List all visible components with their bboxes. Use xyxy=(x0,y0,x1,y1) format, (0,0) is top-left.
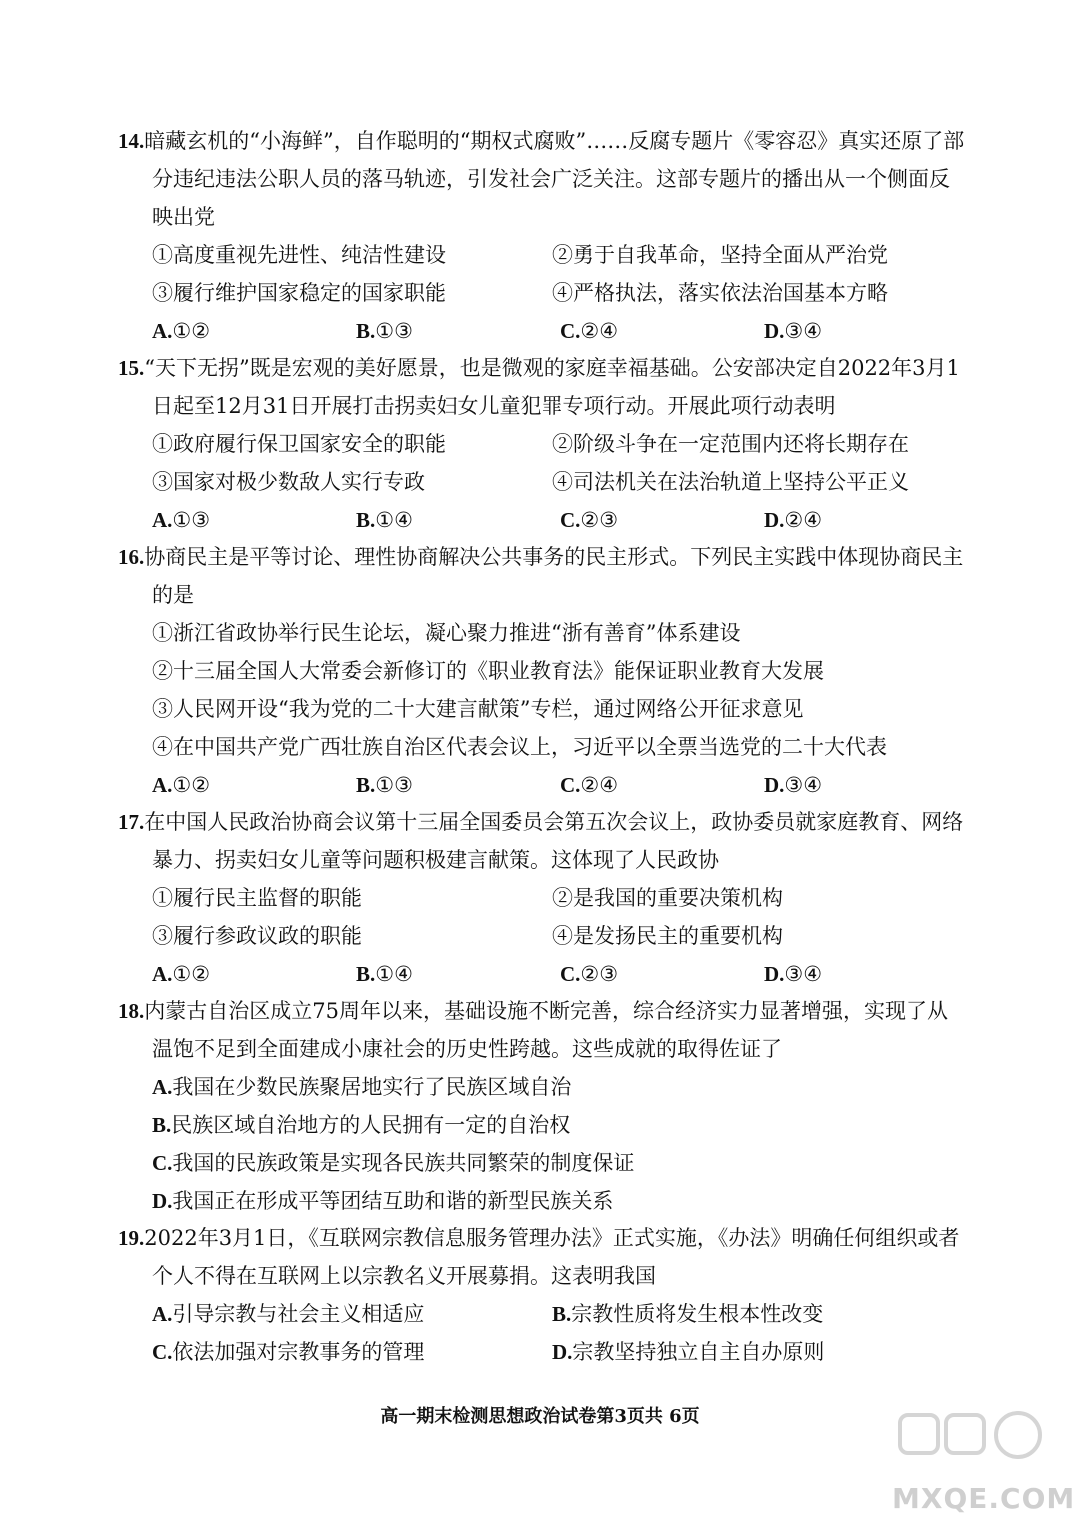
option-list xyxy=(118,766,968,804)
option-text: 我国正在形成平等团结互助和谐的新型民族关系 xyxy=(172,1189,614,1213)
option-label: D. xyxy=(152,1189,173,1213)
option-text: ②④ xyxy=(580,773,619,797)
option-list xyxy=(118,312,968,350)
statement-item: ①浙江省政协举行民生论坛，凝心聚力推进“浙有善育”体系建设 xyxy=(152,621,741,645)
option-b xyxy=(356,766,560,804)
statement-item: ④司法机关在法治轨道上坚持公平正义 xyxy=(552,470,909,494)
statement-item: ④在中国共产党广西壮族自治区代表会议上，习近平以全票当选党的二十大代表 xyxy=(152,735,887,759)
statement-item: ③履行维护国家稳定的国家职能 xyxy=(152,281,446,305)
option-c xyxy=(118,1144,968,1182)
question-number: 19. xyxy=(118,1226,145,1250)
option-b xyxy=(118,1106,968,1144)
option-c xyxy=(560,312,764,350)
statement-item: ②十三届全国人大常委会新修订的《职业教育法》能保证职业教育大发展 xyxy=(152,659,824,683)
option-a xyxy=(152,501,356,539)
option-label: B. xyxy=(356,319,376,343)
option-c xyxy=(560,955,764,993)
option-text: ①④ xyxy=(375,962,413,986)
option-b xyxy=(356,312,560,350)
option-text: ①③ xyxy=(172,508,211,532)
option-label: C. xyxy=(152,1151,173,1175)
statement-item: ③人民网开设“我为党的二十大建言献策”专栏，通过网络公开征求意见 xyxy=(152,697,804,721)
statement-item: ②勇于自我革命，坚持全面从严治党 xyxy=(552,243,888,267)
option-label: B. xyxy=(552,1302,572,1326)
question-number: 15. xyxy=(118,356,145,380)
question-18 xyxy=(118,992,968,1220)
question-text: 暗藏玄机的“小海鲜”，自作聪明的“期权式腐败”……反腐专题片《零容忍》真实还原了部分违纪违法公职人员的落马轨迹，引发社会广泛关注。这部专题片的播出从一个侧面反映出党 xyxy=(144,129,965,229)
option-d xyxy=(552,1333,952,1371)
option-text: ③④ xyxy=(784,319,823,343)
option-label: A. xyxy=(152,1302,173,1326)
option-label: B. xyxy=(356,508,376,532)
option-d xyxy=(764,955,968,993)
option-list xyxy=(118,501,968,539)
question-stem xyxy=(118,992,968,1068)
question-stem xyxy=(118,122,968,236)
question-19 xyxy=(118,1219,968,1371)
option-text: ①② xyxy=(172,773,211,797)
option-text: ②③ xyxy=(580,962,619,986)
question-text: 2022年3月1日，《互联网宗教信息服务管理办法》正式实施，《办法》明确任何组织或者个人不得在互联网上以宗教名义开展募捐。这表明我国 xyxy=(144,1226,960,1288)
statement-item: ④严格执法，落实依法治国基本方略 xyxy=(552,281,888,305)
watermark-text: MXQE.COM xyxy=(892,1482,1076,1515)
option-a xyxy=(152,312,356,350)
statement-item: ②是我国的重要决策机构 xyxy=(552,886,783,910)
question-17 xyxy=(118,803,968,993)
question-number: 17. xyxy=(118,810,145,834)
option-text: 依法加强对宗教事务的管理 xyxy=(172,1340,425,1364)
option-label: B. xyxy=(356,773,376,797)
option-a xyxy=(152,955,356,993)
question-stem xyxy=(118,1219,968,1295)
option-list xyxy=(118,955,968,993)
question-text: 内蒙古自治区成立75周年以来，基础设施不断完善，综合经济实力显著增强，实现了从温饱不足到全面建成小康社会的历史性跨越。这些成就的取得佐证了 xyxy=(144,999,948,1061)
option-text: 引导宗教与社会主义相适应 xyxy=(172,1302,425,1326)
option-label: B. xyxy=(152,1113,172,1137)
option-b xyxy=(356,955,560,993)
option-text: ②④ xyxy=(580,319,619,343)
statement-list xyxy=(118,425,968,501)
option-label: C. xyxy=(152,1340,173,1364)
question-stem xyxy=(118,349,968,425)
option-row xyxy=(118,1333,968,1371)
option-label: C. xyxy=(560,773,581,797)
option-text: ①③ xyxy=(375,319,413,343)
option-label: C. xyxy=(560,962,581,986)
question-14 xyxy=(118,122,968,350)
question-stem xyxy=(118,538,968,614)
statement-item: ①履行民主监督的职能 xyxy=(152,886,362,910)
option-label: D. xyxy=(552,1340,573,1364)
option-text: ①④ xyxy=(375,508,413,532)
page-footer: 高一期末检测思想政治试卷第3页共 6页 xyxy=(380,1406,700,1427)
option-text: 宗教坚持独立自主自办原则 xyxy=(572,1340,825,1364)
statement-item: ①政府履行保卫国家安全的职能 xyxy=(152,432,446,456)
option-label: A. xyxy=(152,508,173,532)
question-text: 协商民主是平等讨论、理性协商解决公共事务的民主形式。下列民主实践中体现协商民主的是 xyxy=(144,545,964,607)
statement-item: ②阶级斗争在一定范围内还将长期存在 xyxy=(552,432,909,456)
option-d xyxy=(764,766,968,804)
option-d xyxy=(764,501,968,539)
option-a xyxy=(152,1295,552,1333)
watermark-emblem-icon xyxy=(892,1405,1062,1485)
option-label: A. xyxy=(152,773,173,797)
question-text: “天下无拐”既是宏观的美好愿景，也是微观的家庭幸福基础。公安部决定自2022年3月1日起至12月31日开展打击拐卖妇女儿童犯罪专项行动。开展此项行动表明 xyxy=(144,356,960,418)
option-label: B. xyxy=(356,962,376,986)
option-b xyxy=(356,501,560,539)
option-a xyxy=(152,766,356,804)
option-label: A. xyxy=(152,1075,173,1099)
statement-item: ③履行参政议政的职能 xyxy=(152,924,362,948)
option-label: D. xyxy=(764,319,785,343)
question-number: 14. xyxy=(118,129,145,153)
option-text: ①③ xyxy=(375,773,413,797)
statement-list xyxy=(118,614,968,766)
option-text: ③④ xyxy=(784,962,823,986)
option-text: ①② xyxy=(172,962,211,986)
option-label: C. xyxy=(560,319,581,343)
option-label: D. xyxy=(764,508,785,532)
question-number: 18. xyxy=(118,999,145,1023)
option-text: 宗教性质将发生根本性改变 xyxy=(571,1302,824,1326)
option-label: A. xyxy=(152,962,173,986)
statement-list xyxy=(118,236,968,312)
option-text: 我国的民族政策是实现各民族共同繁荣的制度保证 xyxy=(172,1151,635,1175)
statement-item: ④是发扬民主的重要机构 xyxy=(552,924,783,948)
question-15 xyxy=(118,349,968,539)
option-c xyxy=(152,1333,552,1371)
option-row xyxy=(118,1295,968,1333)
option-label: D. xyxy=(764,773,785,797)
option-label: C. xyxy=(560,508,581,532)
option-text: 我国在少数民族聚居地实行了民族区域自治 xyxy=(172,1075,572,1099)
statement-list xyxy=(118,879,968,955)
question-16 xyxy=(118,538,968,804)
option-d xyxy=(764,312,968,350)
option-label: A. xyxy=(152,319,173,343)
statement-item: ①高度重视先进性、纯洁性建设 xyxy=(152,243,446,267)
option-c xyxy=(560,501,764,539)
statement-item: ③国家对极少数敌人实行专政 xyxy=(152,470,425,494)
question-text: 在中国人民政治协商会议第十三届全国委员会第五次会议上，政协委员就家庭教育、网络暴力、拐卖妇女儿童等问题积极建言献策。这体现了人民政协 xyxy=(144,810,964,872)
option-b xyxy=(552,1295,952,1333)
option-a xyxy=(118,1068,968,1106)
option-label: D. xyxy=(764,962,785,986)
option-text: ①② xyxy=(172,319,211,343)
option-c xyxy=(560,766,764,804)
option-d xyxy=(118,1182,968,1220)
option-text: ③④ xyxy=(784,773,823,797)
question-number: 16. xyxy=(118,545,145,569)
option-text: ②③ xyxy=(580,508,619,532)
option-text: 民族区域自治地方的人民拥有一定的自治权 xyxy=(171,1113,571,1137)
option-text: ②④ xyxy=(784,508,823,532)
question-stem xyxy=(118,803,968,879)
watermark-logo xyxy=(892,1405,1076,1515)
